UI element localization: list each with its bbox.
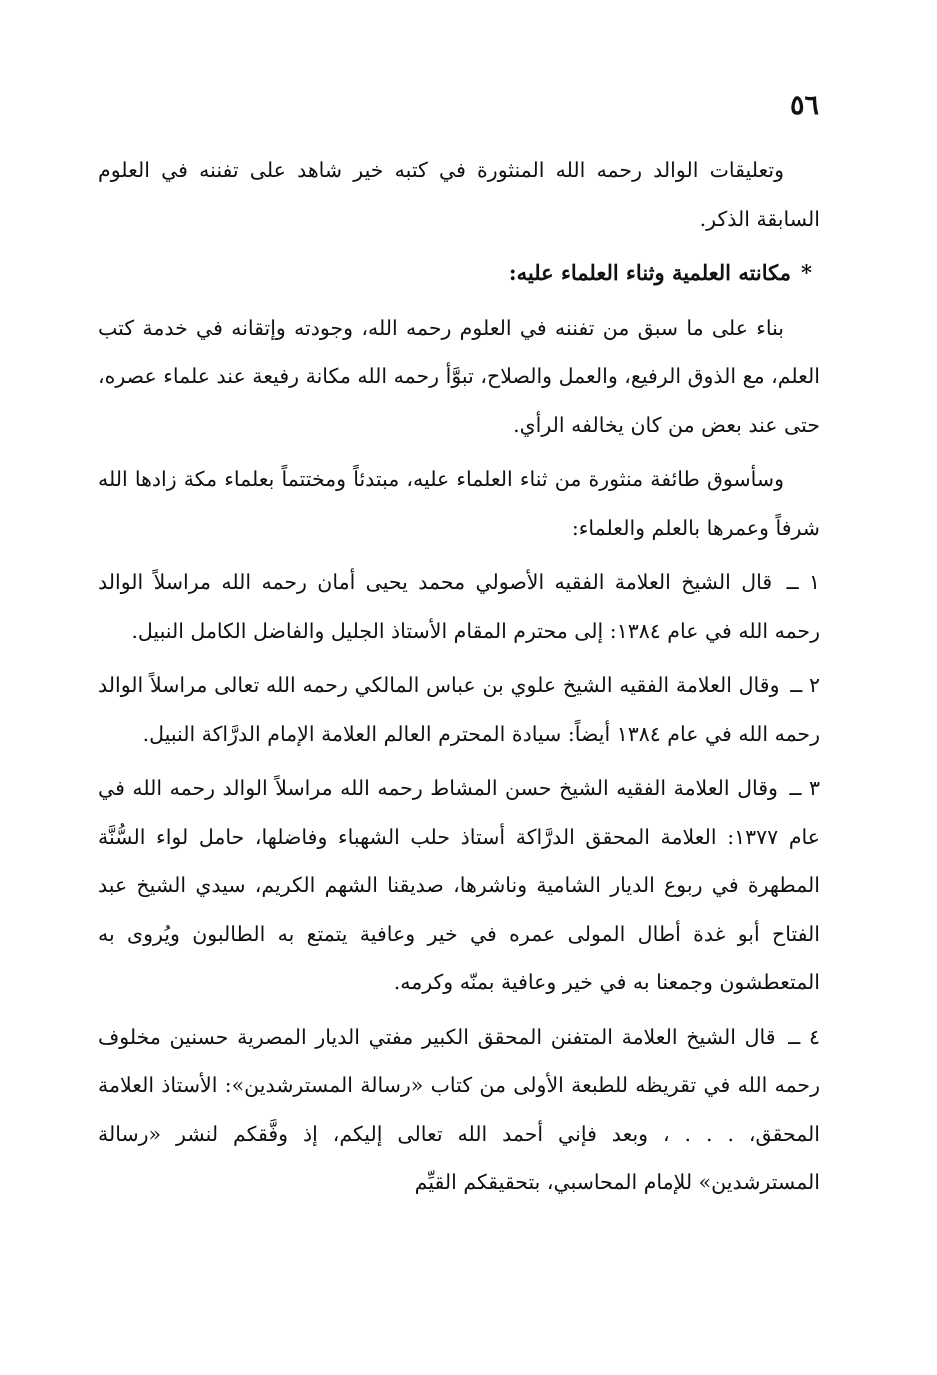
section-heading — [98, 249, 820, 298]
paragraph-standing: بناء على ما سبق من تفننه في العلوم رحمه الله، وجودته وإتقانه في خدمة كتب العلم، مع الذوق الرفيع، والعمل والصلاح، تبوَّأ رحمه الله مكانة رفيعة عند علماء عصره، حتى عند بعض من كان يخالفه الرأي. — [98, 315, 820, 437]
list-item-text: وقال العلامة الفقيه الشيخ حسن المشاط رحمه الله مراسلاً الوالد رحمه الله في عام ١٣٧٧: العلامة المحقق الدرَّاكة أستاذ حلب الشهباء وفاضلها، حامل لواء السُّنَّة المطهرة في ربوع الديار الشامية وناشرها، صديقنا الشهم الكريم، سيدي الشيخ عبد الفتاح أبو غدة أطال المولى عمره في خير وعافية يتمتع به الطالبون ويُروى به المتعطشون وجمعنا به في خير وعافية بمنّه وكرمه. — [98, 776, 821, 994]
list-item — [98, 661, 820, 758]
list-item — [98, 764, 820, 1007]
list-item-number: ٢ ــ — [790, 673, 820, 697]
list-item-number: ١ ــ — [786, 570, 821, 594]
paragraph-intro: وتعليقات الوالد رحمه الله المنثورة في كتبه خير شاهد على تفننه في العلوم السابقة الذكر. — [98, 158, 820, 231]
list-item-number: ٣ ــ — [789, 776, 820, 800]
list-item — [98, 1013, 820, 1207]
page-body — [98, 146, 820, 1213]
section-heading-text: مكانته العلمية وثناء العلماء عليه: — [508, 260, 792, 285]
paragraph-praise-intro: وسأسوق طائفة منثورة من ثناء العلماء عليه، مبتدئاً ومختتماً بعلماء مكة زادها الله شرفاً وعمرها بالعلم والعلماء: — [98, 467, 820, 540]
page-number: ٥٦ — [789, 90, 819, 121]
asterisk-icon: * — [801, 260, 812, 285]
list-item-text: وقال العلامة الفقيه الشيخ علوي بن عباس المالكي رحمه الله تعالى مراسلاً الوالد رحمه الله في عام ١٣٨٤ أيضاً: سيادة المحترم العالم العلامة الإمام الدرَّاكة النبيل. — [98, 673, 820, 746]
list-item — [98, 558, 820, 655]
list-item-number: ٤ ــ — [788, 1024, 820, 1049]
list-item-text: قال الشيخ العلامة الفقيه الأصولي محمد يحيى أمان رحمه الله مراسلاً الوالد رحمه الله في عام ١٣٨٤: إلى محترم المقام الأستاذ الجليل والفاضل الكامل النبيل. — [98, 570, 820, 643]
list-item-text: قال الشيخ العلامة المتفنن المحقق الكبير مفتي الديار المصرية حسنين مخلوف رحمه الله في تقريظه للطبعة الأولى من كتاب «رسالة المسترشدين»: الأستاذ العلامة المحقق، . . . ، وبعد فإني أحمد الله تعالى إليكم، إذ وفَّقكم لنشر «رسالة المسترشدين» للإمام المحاسبي، بتحقيقكم القيِّم — [98, 1024, 820, 1194]
